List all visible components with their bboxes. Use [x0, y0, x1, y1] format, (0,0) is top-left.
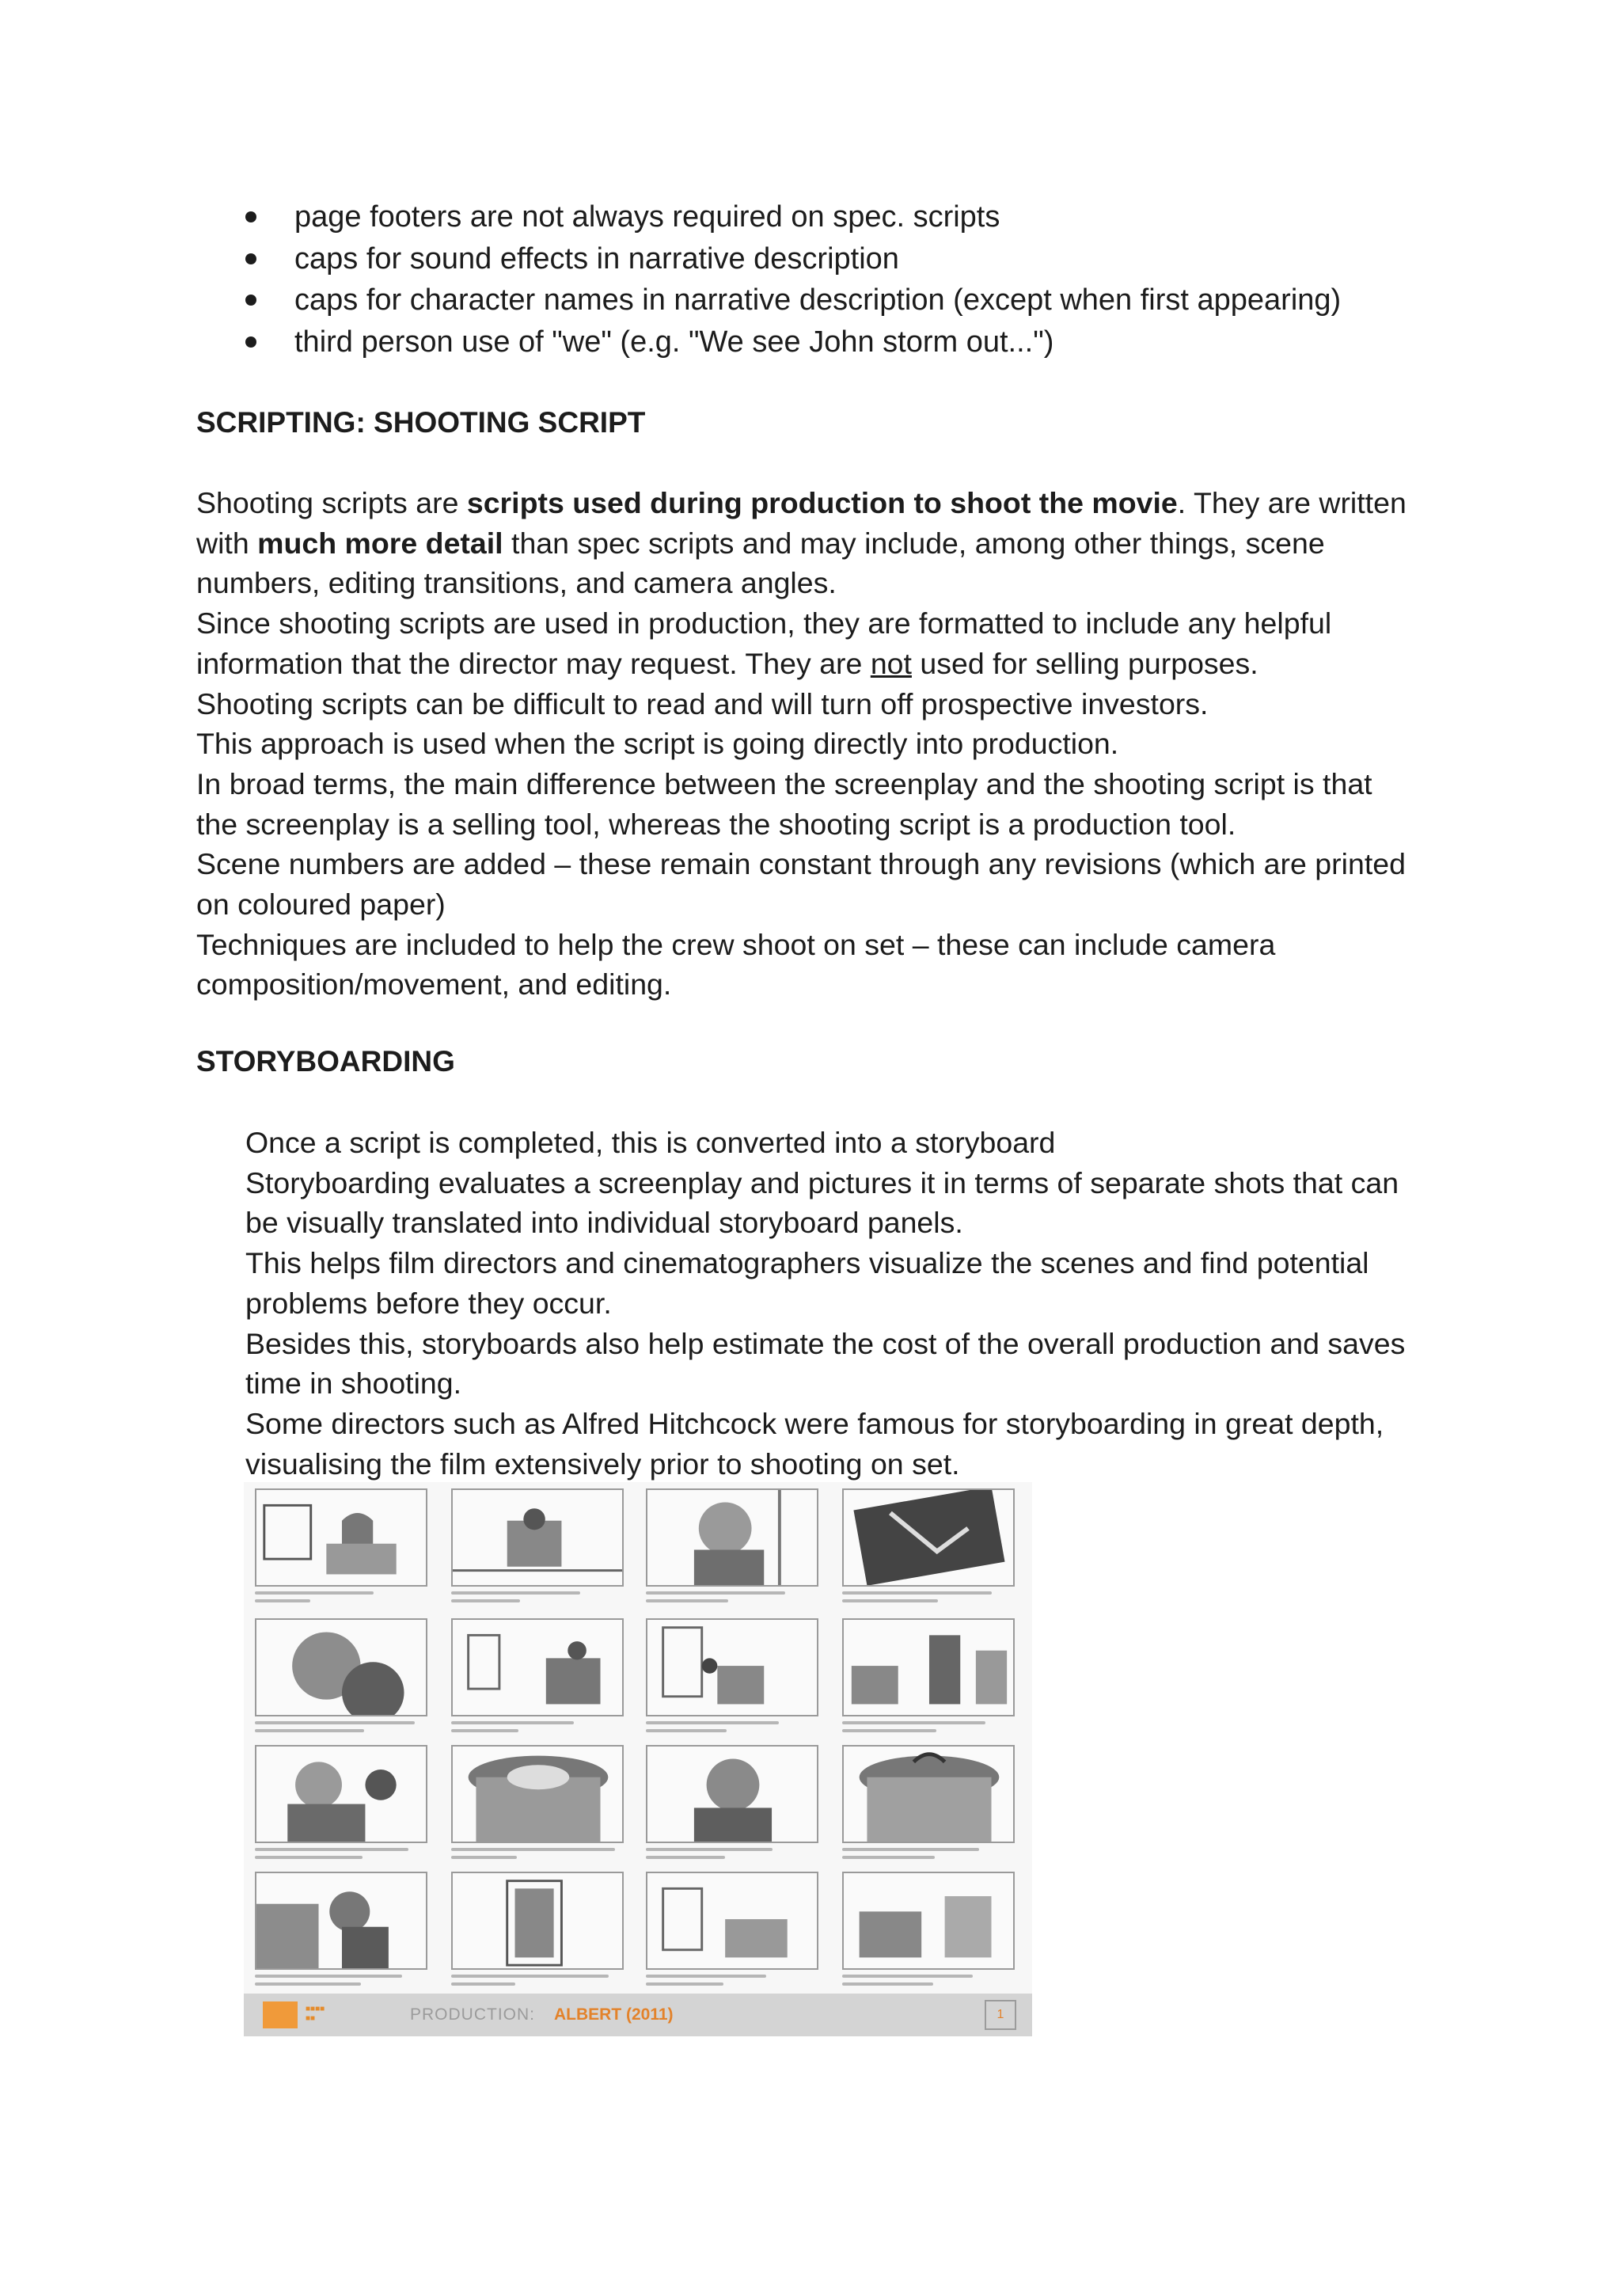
storyboard-panel: [842, 1488, 1015, 1587]
storyboard-panel: [255, 1872, 427, 1970]
paragraph-line: visualising the film extensively prior to shooting on set.: [245, 1446, 960, 1481]
storyboard-panel: [451, 1745, 624, 1843]
panel-caption: [451, 1848, 624, 1868]
bullet-item: third person use of "we" (e.g. "We see John storm out..."): [245, 321, 1341, 363]
panel-sketch: [256, 1873, 426, 1968]
storyboard-panel: [646, 1872, 818, 1970]
storyboard-panel: [451, 1488, 624, 1587]
panel-caption: [842, 1975, 1015, 1995]
panel-caption: [451, 1975, 624, 1995]
paragraph-line: time in shooting.: [245, 1367, 462, 1401]
panel-sketch: [647, 1747, 817, 1842]
storyboarding-heading: STORYBOARDING: [196, 1045, 455, 1078]
storyboard-footer: [244, 1994, 1032, 2036]
production-title: ALBERT (2011): [554, 2005, 674, 2024]
paragraph-line: Scene numbers are added – these remain constant through any revisions (which are printed: [196, 847, 1406, 881]
paragraph-line: composition/movement, and editing.: [196, 967, 672, 1002]
panel-caption: [255, 1721, 427, 1742]
studio-logo-mark: ■■■■ ■■: [306, 2005, 325, 2023]
storyboarding-body: [245, 1123, 1405, 1484]
production-label: PRODUCTION:: [410, 2005, 535, 2024]
panel-sketch: [453, 1490, 622, 1585]
storyboard-panel: [451, 1618, 624, 1716]
storyboard-panel: [842, 1745, 1015, 1843]
panel-caption: [842, 1721, 1015, 1742]
paragraph-line: with much more detail than spec scripts and may include, among other things, scene: [196, 526, 1325, 560]
paragraph-line: Shooting scripts can be difficult to read and will turn off prospective investors.: [196, 686, 1209, 720]
panel-caption: [451, 1721, 624, 1742]
spec-script-bullet-list: [245, 196, 1341, 363]
paragraph-line: In broad terms, the main difference between the screenplay and the shooting script is that: [196, 766, 1372, 800]
storyboard-panel: [255, 1488, 427, 1587]
panel-sketch: [256, 1747, 426, 1842]
paragraph-line: be visually translated into individual storyboard panels.: [245, 1206, 963, 1240]
paragraph-line: the screenplay is a selling tool, whereas the shooting script is a production tool.: [196, 807, 1236, 841]
paragraph-line: Besides this, storyboards also help estimate the cost of the overall production and saves: [245, 1326, 1406, 1360]
paragraph-line: problems before they occur.: [245, 1286, 612, 1320]
underlined-text: not: [870, 646, 912, 680]
storyboard-image: [244, 1482, 1032, 2036]
panel-sketch: [453, 1620, 622, 1715]
paragraph-line: on coloured paper): [196, 888, 446, 922]
panel-sketch: [844, 1620, 1013, 1715]
panel-sketch: [256, 1490, 426, 1585]
bullet-item: page footers are not always required on spec. scripts: [245, 196, 1341, 238]
panel-caption: [646, 1721, 818, 1742]
panel-sketch: [647, 1620, 817, 1715]
paragraph-line: numbers, editing transitions, and camera angles.: [196, 566, 837, 600]
paragraph-line: Since shooting scripts are used in production, they are formatted to include any helpful: [196, 606, 1332, 641]
panel-caption: [646, 1591, 818, 1612]
panel-sketch: [256, 1620, 426, 1715]
panel-sketch: [844, 1873, 1013, 1968]
emphasis-text: scripts used during production to shoot the movie: [466, 486, 1178, 519]
storyboard-panel: [646, 1488, 818, 1587]
panel-sketch: [844, 1490, 1013, 1585]
panel-caption: [255, 1848, 427, 1868]
paragraph-line: Some directors such as Alfred Hitchcock were famous for storyboarding in great depth,: [245, 1406, 1384, 1440]
panel-caption: [451, 1591, 624, 1612]
paragraph-line: This approach is used when the script is going directly into production.: [196, 727, 1119, 761]
shooting-script-body: [196, 483, 1407, 1005]
storyboard-panel: [646, 1745, 818, 1843]
panel-caption: [255, 1591, 427, 1612]
paragraph-line: Once a script is completed, this is converted into a storyboard: [245, 1126, 1056, 1159]
panel-sketch: [453, 1747, 622, 1842]
panel-caption: [646, 1975, 818, 1995]
storyboard-panel: [842, 1618, 1015, 1716]
panel-sketch: [453, 1873, 622, 1968]
storyboard-panel: [842, 1872, 1015, 1970]
panel-sketch: [647, 1490, 817, 1585]
sheet-page-number: 1: [985, 2000, 1016, 2030]
shooting-script-heading: SCRIPTING: SHOOTING SCRIPT: [196, 406, 646, 439]
panel-caption: [255, 1975, 427, 1995]
paragraph-line: This helps film directors and cinematographers visualize the scenes and find potential: [245, 1246, 1369, 1280]
panel-caption: [842, 1848, 1015, 1868]
bullet-item: caps for sound effects in narrative description: [245, 238, 1341, 280]
panel-sketch: [647, 1873, 817, 1968]
storyboard-panel: [255, 1618, 427, 1716]
panel-sketch: [844, 1747, 1013, 1842]
studio-logo-icon: [263, 2001, 298, 2028]
paragraph-line: information that the director may request. They are not used for selling purposes.: [196, 646, 1258, 680]
panel-caption: [842, 1591, 1015, 1612]
paragraph-line: Shooting scripts are scripts used during production to shoot the movie. They are written: [196, 486, 1407, 519]
storyboard-panel: [255, 1745, 427, 1843]
panel-caption: [646, 1848, 818, 1868]
bullet-item: caps for character names in narrative description (except when first appearing): [245, 279, 1341, 321]
storyboard-panel: [646, 1618, 818, 1716]
emphasis-text: much more detail: [257, 526, 503, 560]
storyboard-panel: [451, 1872, 624, 1970]
paragraph-line: Storyboarding evaluates a screenplay and pictures it in terms of separate shots that can: [245, 1165, 1399, 1199]
paragraph-line: Techniques are included to help the crew shoot on set – these can include camera: [196, 927, 1276, 961]
